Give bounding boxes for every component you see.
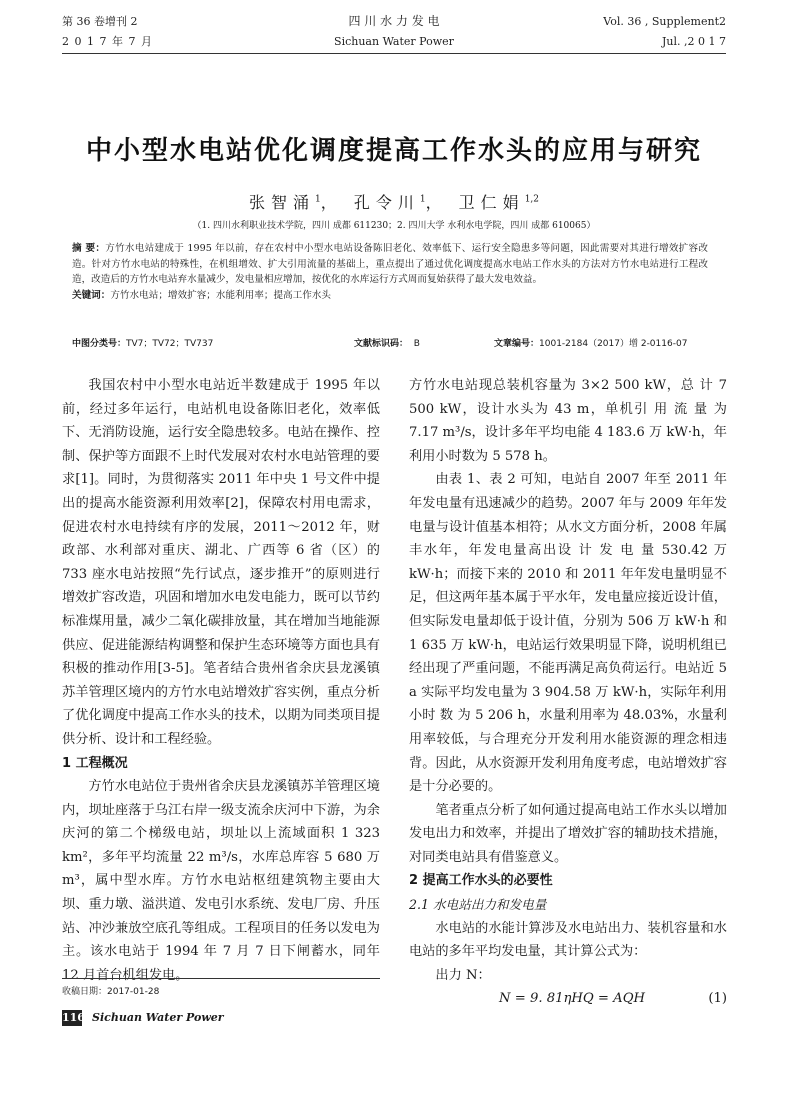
clc-label: 中图分类号： — [72, 339, 127, 349]
author-sup: 1 — [315, 194, 321, 205]
equation-text: N = 9. 81ηHQ = AQH — [499, 991, 646, 1007]
footer-rule — [62, 978, 380, 979]
date-label: 2 0 1 7 年 7 月 — [62, 35, 153, 48]
subsection-heading: 2.1 水电站出力和发电量 — [409, 897, 547, 913]
author-list: 张智涌$^1$， 孔令川$^1$， 卫仁娟$^{1,2}$ — [248, 193, 540, 212]
page-number: 116 — [62, 1011, 85, 1024]
abstract-block — [72, 241, 708, 303]
footer-journal-name: Sichuan Water Power — [92, 1011, 224, 1024]
volume-label-en: Vol. 36 , Supplement2 — [603, 15, 726, 28]
focus-paragraph: 笔者重点分析了如何通过提高电站工作水头以增加发电出力和效率，并提出了增效扩容的辅助技术措施，对同类电站具有借鉴意义。 — [409, 802, 727, 865]
header-rule — [62, 53, 726, 54]
section-heading: 2 提高工作水头的必要性 — [409, 873, 553, 889]
author-name: 张智涌 — [248, 193, 315, 212]
clc-value: TV7；TV72；TV737 — [126, 339, 214, 349]
journal-title-cn: 四 川 水 力 发 电 — [348, 14, 440, 28]
abstract-label: 摘 要： — [72, 243, 106, 254]
right-column — [409, 374, 727, 1011]
volume-label: 第 36 卷增刊 2 — [62, 15, 138, 28]
abstract-text: 方竹水电站建成于 1995 年以前，存在农村中小型水电站设备陈旧老化、效率低下、运行安全隐患多等问题，因此需要对其进行增效扩容改造。针对方竹水电站的特殊性，在机组增效、扩大引用流量的基础上，重点提出了通过优化调度提高水电站工作水头的方法对方竹水电站进行工程改造，改造后的方竹水电站弃水量减少，发电量相应增加，按优化的水库运行方式周而复始获得了最大发电效益。 — [72, 243, 709, 286]
affiliations: （1. 四川水利职业技术学院，四川 成都 611230；2. 四川大学 水利水电学院，四川 成都 610065） — [192, 221, 596, 231]
author-sup: 1 — [419, 194, 426, 205]
section-heading: 1 工程概况 — [62, 755, 128, 771]
keywords-text: 方竹水电站；增效扩容；水能利用率；提高工作水头 — [110, 289, 332, 301]
generation-paragraph: 由表 1、表 2 可知，电站自 2007 年至 2011 年年发电量有迅速减少的趋势。2007 年与 2009 年年发电量与设计值基本相符；从水文方面分析，2008 年属丰水年，年发电量高出设 计 发 电 量 530.42 万 kW·h；而接下来的 2010 和 2011 年年发电量明显不足，但这两年基本属于平水年，发电量应接近设计值，但实际发电量却低于设计值，分别为 506 万 kW·h 和 1 635 万 kW·h，电站运行效果明显下降，说明机组已经出现了严重问题，不能再满足高负荷运行。电站近 5 a 实际平均发电量为 3 904.58 万 kW·h，实际年利用小时 数 为 5 206 h，水量利用率为 48.03%，水量利用率较低，与合理充分开发利用水能资源的理念相违背。因此，从水资源开发利用角度考虑，电站增效扩容是十分必要的。 — [409, 472, 727, 795]
received-date: 收稿日期：2017-01-28 — [62, 987, 160, 997]
overview-paragraph: 方竹水电站位于贵州省余庆县龙溪镇苏羊管理区境内，坝址座落于乌江右岸一级支流余庆河中下游，为余庆河的第二个梯级电站，坝址以上流域面积 1 323 km²，多年平均流量 22 m³/s，水库总库容 5 680 万 m³，属中型水库。方竹水电站枢纽建筑物主要由大坝、重力墩、溢洪道、发电引水系统、发电厂房、升压站、冲沙兼放空底孔等组成。工程项目的任务以发电为主。该水电站于 1994 年 7 月 7 日下闸蓄水，同年 12 月首台机组发电。 — [62, 779, 380, 983]
equation-number: (1) — [708, 991, 727, 1007]
author-name: 孔令川 — [353, 193, 420, 212]
paper-title: 中小型水电站优化调度提高工作水头的应用与研究 — [85, 136, 702, 166]
equation-1 — [409, 987, 727, 1011]
article-no-label: 文章编号： — [494, 339, 540, 349]
intro-paragraph: 我国农村中小型水电站近半数建成于 1995 年以前，经过多年运行，电站机电设备陈旧老化，效率低下、无消防设施，运行安全隐患较多。电站在操作、控制、保护等方面跟不上时代发展对农村水电站管理的要求[1]。同时，为贯彻落实 2011 年中央 1 号文件中提出的提高水能资源利用效率[2]，保障农村用电需求，促进农村水电持续有序的发展，2011～2012 年，财政部、水利部对重庆、湖北、广西等 6 省（区）的 733 座水电站按照“先行试点，逐步推开”的原则进行增效扩容改造，巩固和增加水电发电能力，既可以节约标准煤用量，减少二氧化碳排放量，其在增加当地能源供应、促进能源结构调整和保护生态环境等方面也具有积极的推动作用[3-5]。笔者结合贵州省余庆县龙溪镇苏羊管理区境内的方竹水电站增效扩容实例，重点分析了优化调度中提高工作水头的技术，以期为同类项目提供分析、设计和工程经验。 — [62, 378, 380, 747]
left-column — [62, 374, 380, 987]
date-label-en: Jul. ,2 0 1 7 — [662, 35, 726, 48]
doc-code — [354, 336, 420, 349]
doc-code-label: 文献标识码： — [354, 339, 409, 349]
article-number — [494, 336, 687, 349]
doc-code-value: B — [413, 339, 420, 349]
clc-code — [72, 336, 213, 349]
journal-title-en: Sichuan Water Power — [334, 35, 454, 48]
author-name: 卫仁娟 — [458, 193, 525, 212]
formula-intro-paragraph: 水电站的水能计算涉及水电站出力、装机容量和水电站的多年平均发电量，其计算公式为： — [409, 920, 727, 960]
capacity-paragraph: 方竹水电站现总装机容量为 3×2 500 kW，总 计 7 500 kW，设计水头为 43 m，单机引 用 流 量 为 7.17 m³/s，设计多年平均电能 4 183.6 万 kW·h，年利用小时数为 5 578 h。 — [409, 378, 727, 464]
keywords-label: 关键词： — [72, 289, 111, 301]
author-sup: 1,2 — [524, 194, 540, 205]
article-no-value: 1001-2184（2017）增 2-0116-07 — [539, 339, 688, 349]
output-label: 出力 N： — [435, 967, 491, 983]
